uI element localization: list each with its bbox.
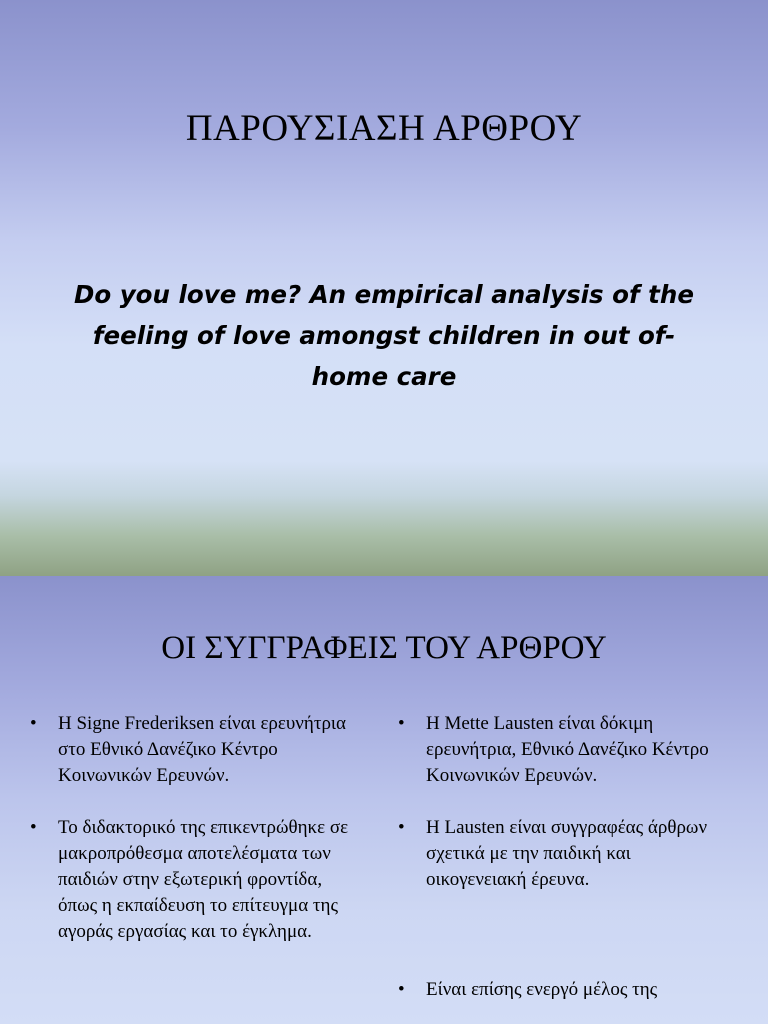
- bullet-glyph: •: [30, 817, 37, 838]
- slide-authors: [0, 576, 768, 1024]
- presentation-title: ΠΑΡΟΥΣΙΑΣΗ ΑΡΘΡΟΥ: [185, 108, 583, 149]
- bullet-item: [30, 711, 360, 789]
- bullet-glyph: •: [398, 713, 405, 734]
- bullet-glyph: •: [30, 713, 37, 734]
- bullet-text: Η Mette Lausten είναι δόκιμη ερευνήτρια, Εθνικό Δανέζικο Κέντρο Κοινωνικών Ερευνών.: [426, 713, 709, 786]
- bullet-glyph: •: [398, 979, 405, 1000]
- authors-heading: ΟΙ ΣΥΓΓΡΑΦΕΙΣ ΤΟΥ ΑΡΘΡΟΥ: [161, 630, 607, 666]
- bullet-text: Είναι επίσης ενεργό μέλος της: [426, 979, 658, 1000]
- bullet-text: Η Lausten είναι συγγραφέας άρθρων σχετικά με την παιδική και οικογενειακή έρευνα.: [426, 817, 708, 890]
- bullet-text: Η Signe Frederiksen είναι ερευνήτρια στο Εθνικό Δανέζικο Κέντρο Κοινωνικών Ερευνών.: [58, 713, 346, 786]
- bullet-item: [398, 711, 728, 789]
- left-bullet-list: [30, 711, 360, 971]
- bullet-glyph: •: [398, 817, 405, 838]
- article-title: Do you love me? An empirical analysis of the feeling of love amongst children in out of-home care: [74, 280, 694, 391]
- right-bullet-list: [398, 711, 728, 1024]
- bullet-text: Το διδακτορικό της επικεντρώθηκε σε μακροπρόθεσμα αποτελέσματα των παιδιών στην εξωτερική φροντίδα, όπως η εκπαίδευση το επίτευγμα της αγοράς εργασίας και το έγκλημα.: [58, 817, 349, 942]
- bullet-item: [398, 815, 728, 893]
- bullet-item: [30, 815, 360, 945]
- bullet-item: [398, 977, 728, 1003]
